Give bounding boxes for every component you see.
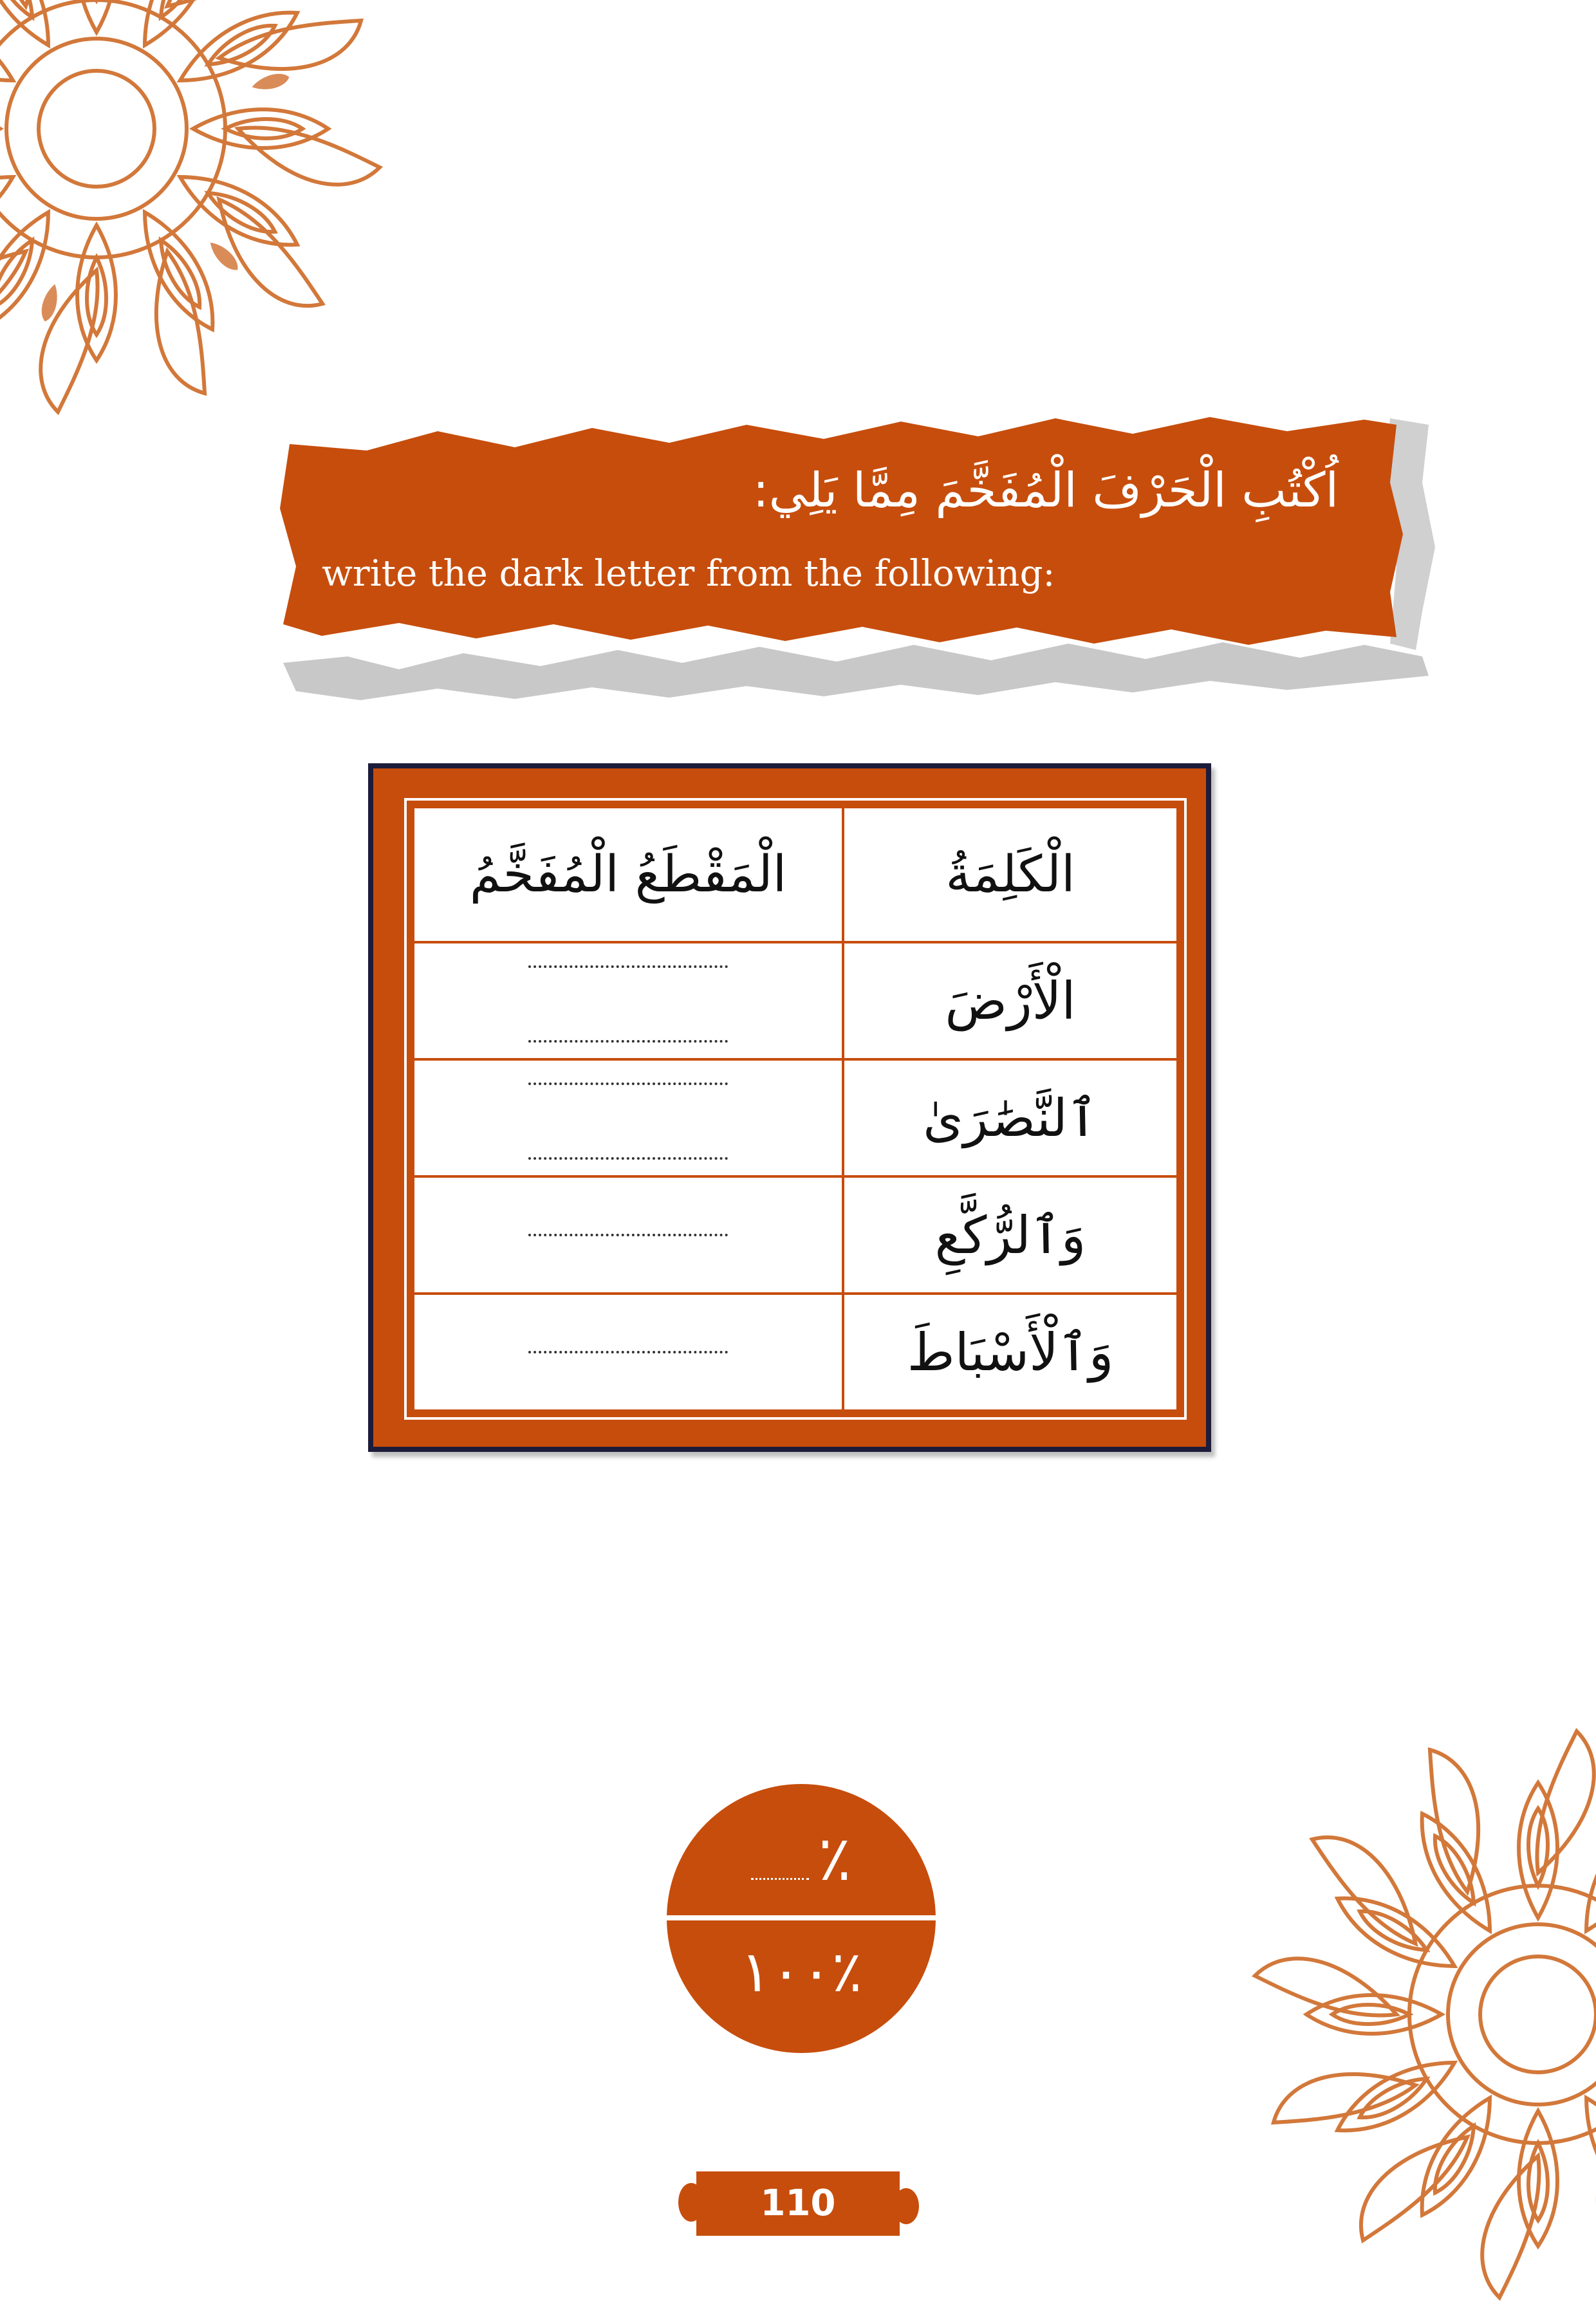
answer-line[interactable] — [528, 965, 728, 968]
answer-cell[interactable] — [413, 1176, 843, 1294]
table-row — [413, 1176, 1178, 1294]
answer-line[interactable] — [528, 1157, 728, 1160]
mandala-bottom-right-icon — [1248, 1725, 1596, 2304]
header-word: الْكَلِمَةُ — [843, 807, 1178, 942]
answer-cell[interactable] — [413, 1059, 843, 1176]
answer-cell[interactable] — [413, 1294, 843, 1411]
score-circle — [667, 1784, 936, 2053]
table-header-row — [413, 807, 1178, 942]
header-syllable: الْمَقْطَعُ الْمُفَخَّمُ — [413, 807, 843, 942]
percent-sign: ٪ — [818, 1823, 851, 1895]
table-row — [413, 1294, 1178, 1411]
syllable-table — [412, 806, 1179, 1412]
answer-line[interactable] — [528, 1234, 728, 1236]
answer-line[interactable] — [528, 1082, 728, 1085]
table-row — [413, 942, 1178, 1059]
score-total-value: ١٠٠ — [740, 1938, 832, 2005]
score-blank[interactable] — [751, 1878, 809, 1880]
answer-cell[interactable] — [413, 942, 843, 1059]
page-number: 110 — [696, 2171, 900, 2236]
table-row — [413, 1059, 1178, 1176]
answer-line[interactable] — [528, 1040, 728, 1043]
score-divider — [667, 1915, 936, 1920]
instruction-english: write the dark letter from the following: — [322, 553, 1055, 595]
answer-line[interactable] — [528, 1351, 728, 1353]
score-total — [667, 1938, 936, 2005]
word-cell: وَٱلْأَسْبَاطَ — [843, 1294, 1178, 1411]
mandala-top-left-icon — [0, 0, 386, 451]
word-cell: وَٱلرُّكَّعِ — [843, 1176, 1178, 1294]
word-cell: الْأَرْضَ — [843, 942, 1178, 1059]
percent-sign: ٪ — [831, 1938, 862, 2005]
score-obtained — [667, 1823, 936, 1895]
instruction-arabic: اُكْتُبِ الْحَرْفَ الْمُفَخَّمَ مِمَّا يَلِي: — [752, 463, 1339, 518]
word-cell: ٱلنَّصَٰرَىٰ — [843, 1059, 1178, 1176]
